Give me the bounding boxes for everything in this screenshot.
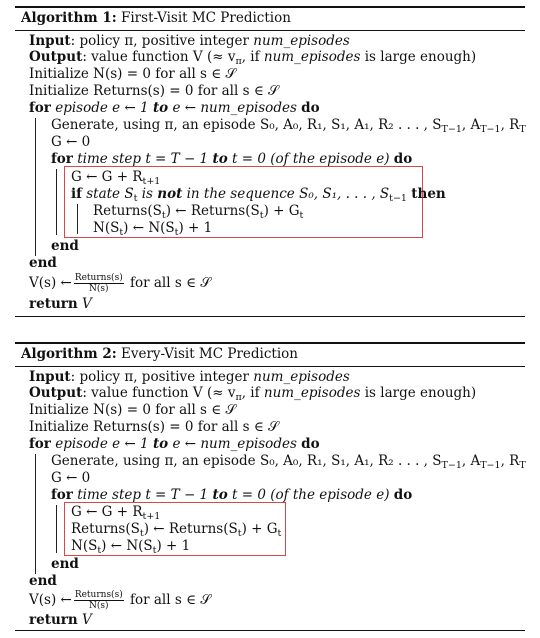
n-update-line: $N(S_t)$ ← $N(S_t) + 1$ xyxy=(93,220,213,238)
outer-end: end xyxy=(29,255,57,271)
outer-for-line: for episode e ← 1 to e ← num_episodes do xyxy=(29,100,320,116)
n-update-line: $N(S_t)$ ← $N(S_t) + 1$ xyxy=(71,538,191,556)
algorithm-1-block xyxy=(15,6,525,322)
g-update-line: G ← $G + R_{t+1}$ xyxy=(71,504,161,522)
if-line: if state $S_t$ is not in the sequence S₀, S₁, . . . , $S_{t-1}$ then xyxy=(71,186,446,204)
input-line: Input: policy π, positive integer num_episodes xyxy=(29,33,350,49)
inner-for-line: for time step t = T − 1 to t = 0 (of the episode e) do xyxy=(51,487,413,503)
returns-update-line: $Returns(S_t)$ ← $Returns(S_t) + G_t$ xyxy=(93,203,304,221)
bottom-rule xyxy=(15,316,525,317)
top-rule xyxy=(15,6,525,8)
returns-update-line: $Returns(S_t)$ ← $Returns(S_t) + G_t$ xyxy=(71,521,282,539)
v-assign-line: V(s) ← $\frac{\text{Returns(s)}}{N(s)}$ for all s ∈ 𝒮 xyxy=(29,590,211,611)
caption-rule xyxy=(15,30,525,31)
top-rule xyxy=(15,342,525,344)
init-n-line: Initialize N(s) = 0 for all s ∈ 𝒮 xyxy=(29,66,237,82)
inner-loop-bar xyxy=(56,169,57,235)
g-init-line: G ← 0 xyxy=(51,470,91,486)
return-line: return V xyxy=(29,296,92,312)
outer-loop-bar xyxy=(35,454,36,574)
init-n-line: Initialize N(s) = 0 for all s ∈ 𝒮 xyxy=(29,402,237,418)
output-line: Output: value function V (≈ $v_\pi$, if num_episodes is large enough) xyxy=(29,385,477,403)
g-init-line: G ← 0 xyxy=(51,134,91,150)
inner-end: end xyxy=(51,238,79,254)
if-bar xyxy=(77,204,78,234)
output-line: Output: value function V (≈ $v_\pi$, if num_episodes is large enough) xyxy=(29,49,477,67)
v-assign-line: V(s) ← $\frac{\text{Returns(s)}}{N(s)}$ for all s ∈ 𝒮 xyxy=(29,273,211,294)
init-returns-line: Initialize Returns(s) = 0 for all s ∈ 𝒮 xyxy=(29,419,279,435)
algorithm-2-caption: Algorithm 2: Every-Visit MC Prediction xyxy=(21,346,298,362)
inner-end: end xyxy=(51,556,79,572)
g-update-line: G ← $G + R_{t+1}$ xyxy=(71,169,161,187)
init-returns-line: Initialize Returns(s) = 0 for all s ∈ 𝒮 xyxy=(29,83,279,99)
outer-loop-bar xyxy=(35,118,36,256)
caption-rule xyxy=(15,366,525,367)
outer-for-line: for episode e ← 1 to e ← num_episodes do xyxy=(29,436,320,452)
generate-line: Generate, using π, an episode S₀, A₀, R₁, S₁, A₁, R₂ . . . , $S_{T-1}$, $A_{T-1}$, $R_T$ xyxy=(51,117,526,135)
generate-line: Generate, using π, an episode S₀, A₀, R₁, S₁, A₁, R₂ . . . , $S_{T-1}$, $A_{T-1}$, $R_T$ xyxy=(51,453,526,471)
return-line: return V xyxy=(29,612,92,628)
inner-loop-bar xyxy=(56,505,57,553)
input-line: Input: policy π, positive integer num_episodes xyxy=(29,369,350,385)
outer-end: end xyxy=(29,573,57,589)
algorithm-1-caption: Algorithm 1: First-Visit MC Prediction xyxy=(21,10,291,26)
algorithm-2-block xyxy=(15,342,525,632)
inner-for-line: for time step t = T − 1 to t = 0 (of the episode e) do xyxy=(51,151,413,167)
bottom-rule xyxy=(15,630,525,631)
